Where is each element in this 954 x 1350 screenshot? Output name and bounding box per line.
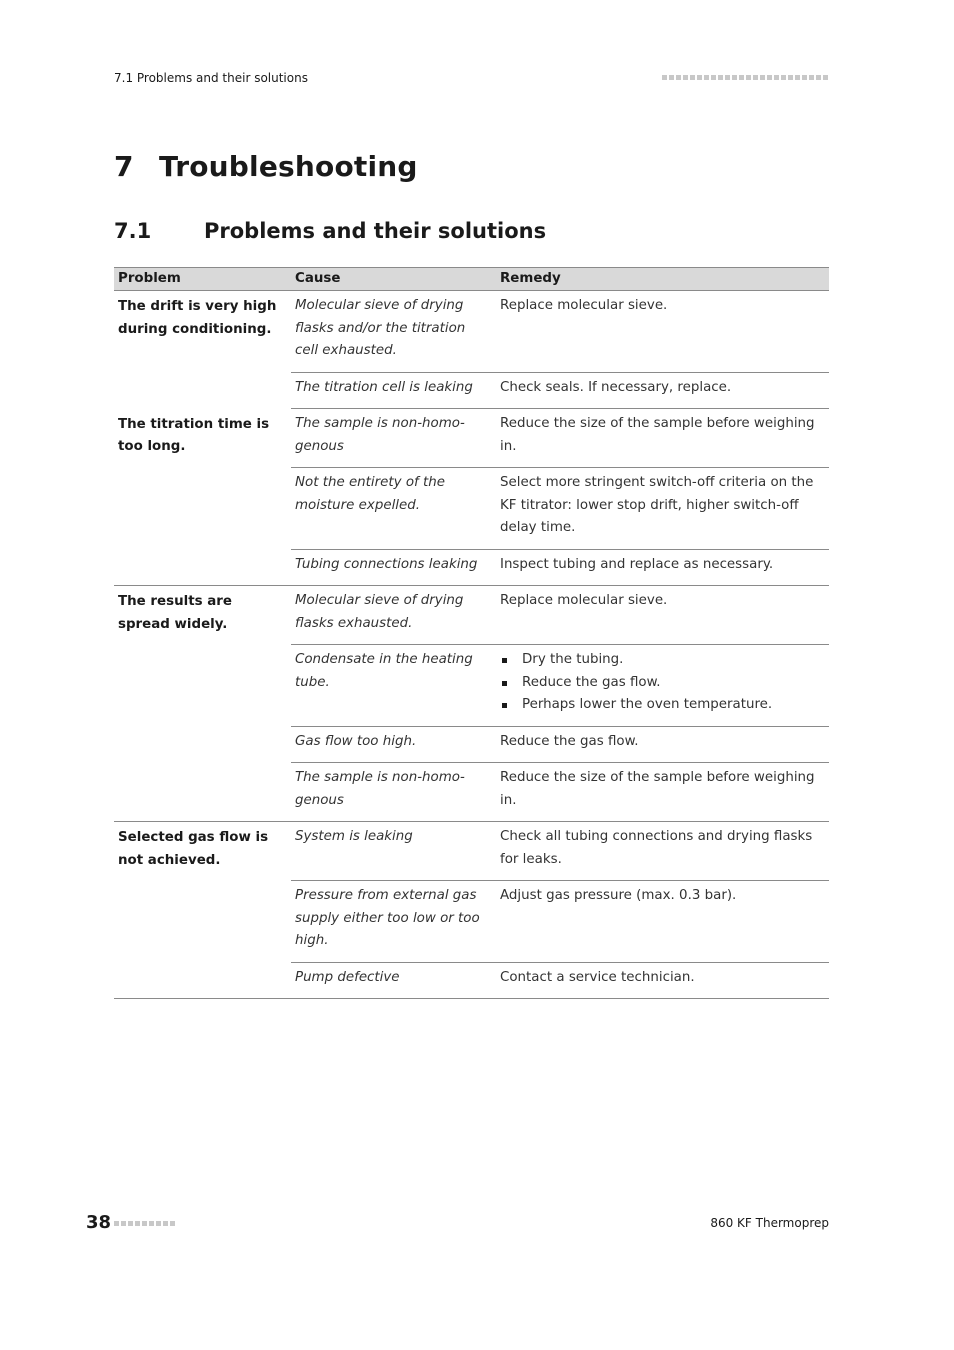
- section-title: Problems and their solutions: [204, 219, 547, 243]
- problem-cell: The titration time is too long.: [114, 409, 291, 586]
- remedy-cell: Contact a service technician.: [496, 962, 829, 999]
- remedy-cell: Reduce the size of the sample before weighing in.: [496, 409, 829, 468]
- table-header-row: [114, 268, 829, 291]
- remedy-bullet-cell: [496, 645, 829, 727]
- chapter-title: Troubleshooting: [159, 150, 418, 183]
- chapter-heading: [114, 150, 418, 183]
- header-decoration-dots: [662, 75, 828, 80]
- troubleshooting-table: [114, 267, 829, 999]
- cause-cell: Gas flow too high.: [291, 726, 496, 763]
- header-problem: Problem: [114, 268, 291, 291]
- remedy-cell: Inspect tubing and replace as necessary.: [496, 549, 829, 586]
- page-number: 38: [86, 1212, 112, 1233]
- cause-cell: Condensate in the heating tube.: [291, 645, 496, 727]
- section-number: 7.1: [114, 219, 152, 243]
- cause-cell: Molecular sieve of drying flasks exhausted.: [291, 586, 496, 645]
- remedy-cell: Reduce the size of the sample before weighing in.: [496, 763, 829, 822]
- running-header: 7.1 Problems and their solutions: [114, 71, 308, 85]
- header-cause: Cause: [291, 268, 496, 291]
- remedy-cell: Select more stringent switch-off criteria on the KF titrator: lower stop drift, higher switch-off delay time.: [496, 468, 829, 550]
- section-heading: [114, 219, 546, 243]
- footer-product-name: 860 KF Thermoprep: [710, 1216, 829, 1230]
- footer-decoration-dots: [114, 1221, 175, 1226]
- chapter-number: 7: [114, 150, 134, 183]
- table-row: [114, 822, 829, 881]
- problem-cell: The results are spread widely.: [114, 586, 291, 822]
- cause-cell: Tubing connections leaking: [291, 549, 496, 586]
- remedy-bullet-item: Perhaps lower the oven temperature.: [500, 694, 825, 717]
- cause-cell: Not the entirety of the moisture expelled.: [291, 468, 496, 550]
- remedy-cell: Check seals. If necessary, replace.: [496, 372, 829, 409]
- cause-cell: Pump defective: [291, 962, 496, 999]
- problem-cell: The drift is very high during conditioning.: [118, 299, 277, 337]
- cause-cell: The titration cell is leaking: [291, 372, 496, 409]
- table-row: [114, 409, 829, 468]
- remedy-cell: Reduce the gas flow.: [496, 726, 829, 763]
- header-remedy: Remedy: [496, 268, 829, 291]
- cause-cell: The sample is non-homo-genous: [291, 763, 496, 822]
- cause-cell: The sample is non-homo-genous: [291, 409, 496, 468]
- table-row: [114, 291, 829, 373]
- remedy-cell: Replace molecular sieve.: [496, 291, 829, 373]
- problem-cell: Selected gas flow is not achieved.: [114, 822, 291, 999]
- remedy-bullet-item: Dry the tubing.: [500, 649, 825, 672]
- cause-cell: System is leaking: [291, 822, 496, 881]
- remedy-bullet-item: Reduce the gas flow.: [500, 672, 825, 695]
- remedy-cell: Replace molecular sieve.: [496, 586, 829, 645]
- remedy-cell: Check all tubing connections and drying flasks for leaks.: [496, 822, 829, 881]
- table-row: [114, 586, 829, 645]
- remedy-cell: Adjust gas pressure (max. 0.3 bar).: [496, 881, 829, 963]
- cause-cell: Molecular sieve of drying flasks and/or the titration cell exhausted.: [291, 291, 496, 373]
- cause-cell: Pressure from external gas supply either too low or too high.: [291, 881, 496, 963]
